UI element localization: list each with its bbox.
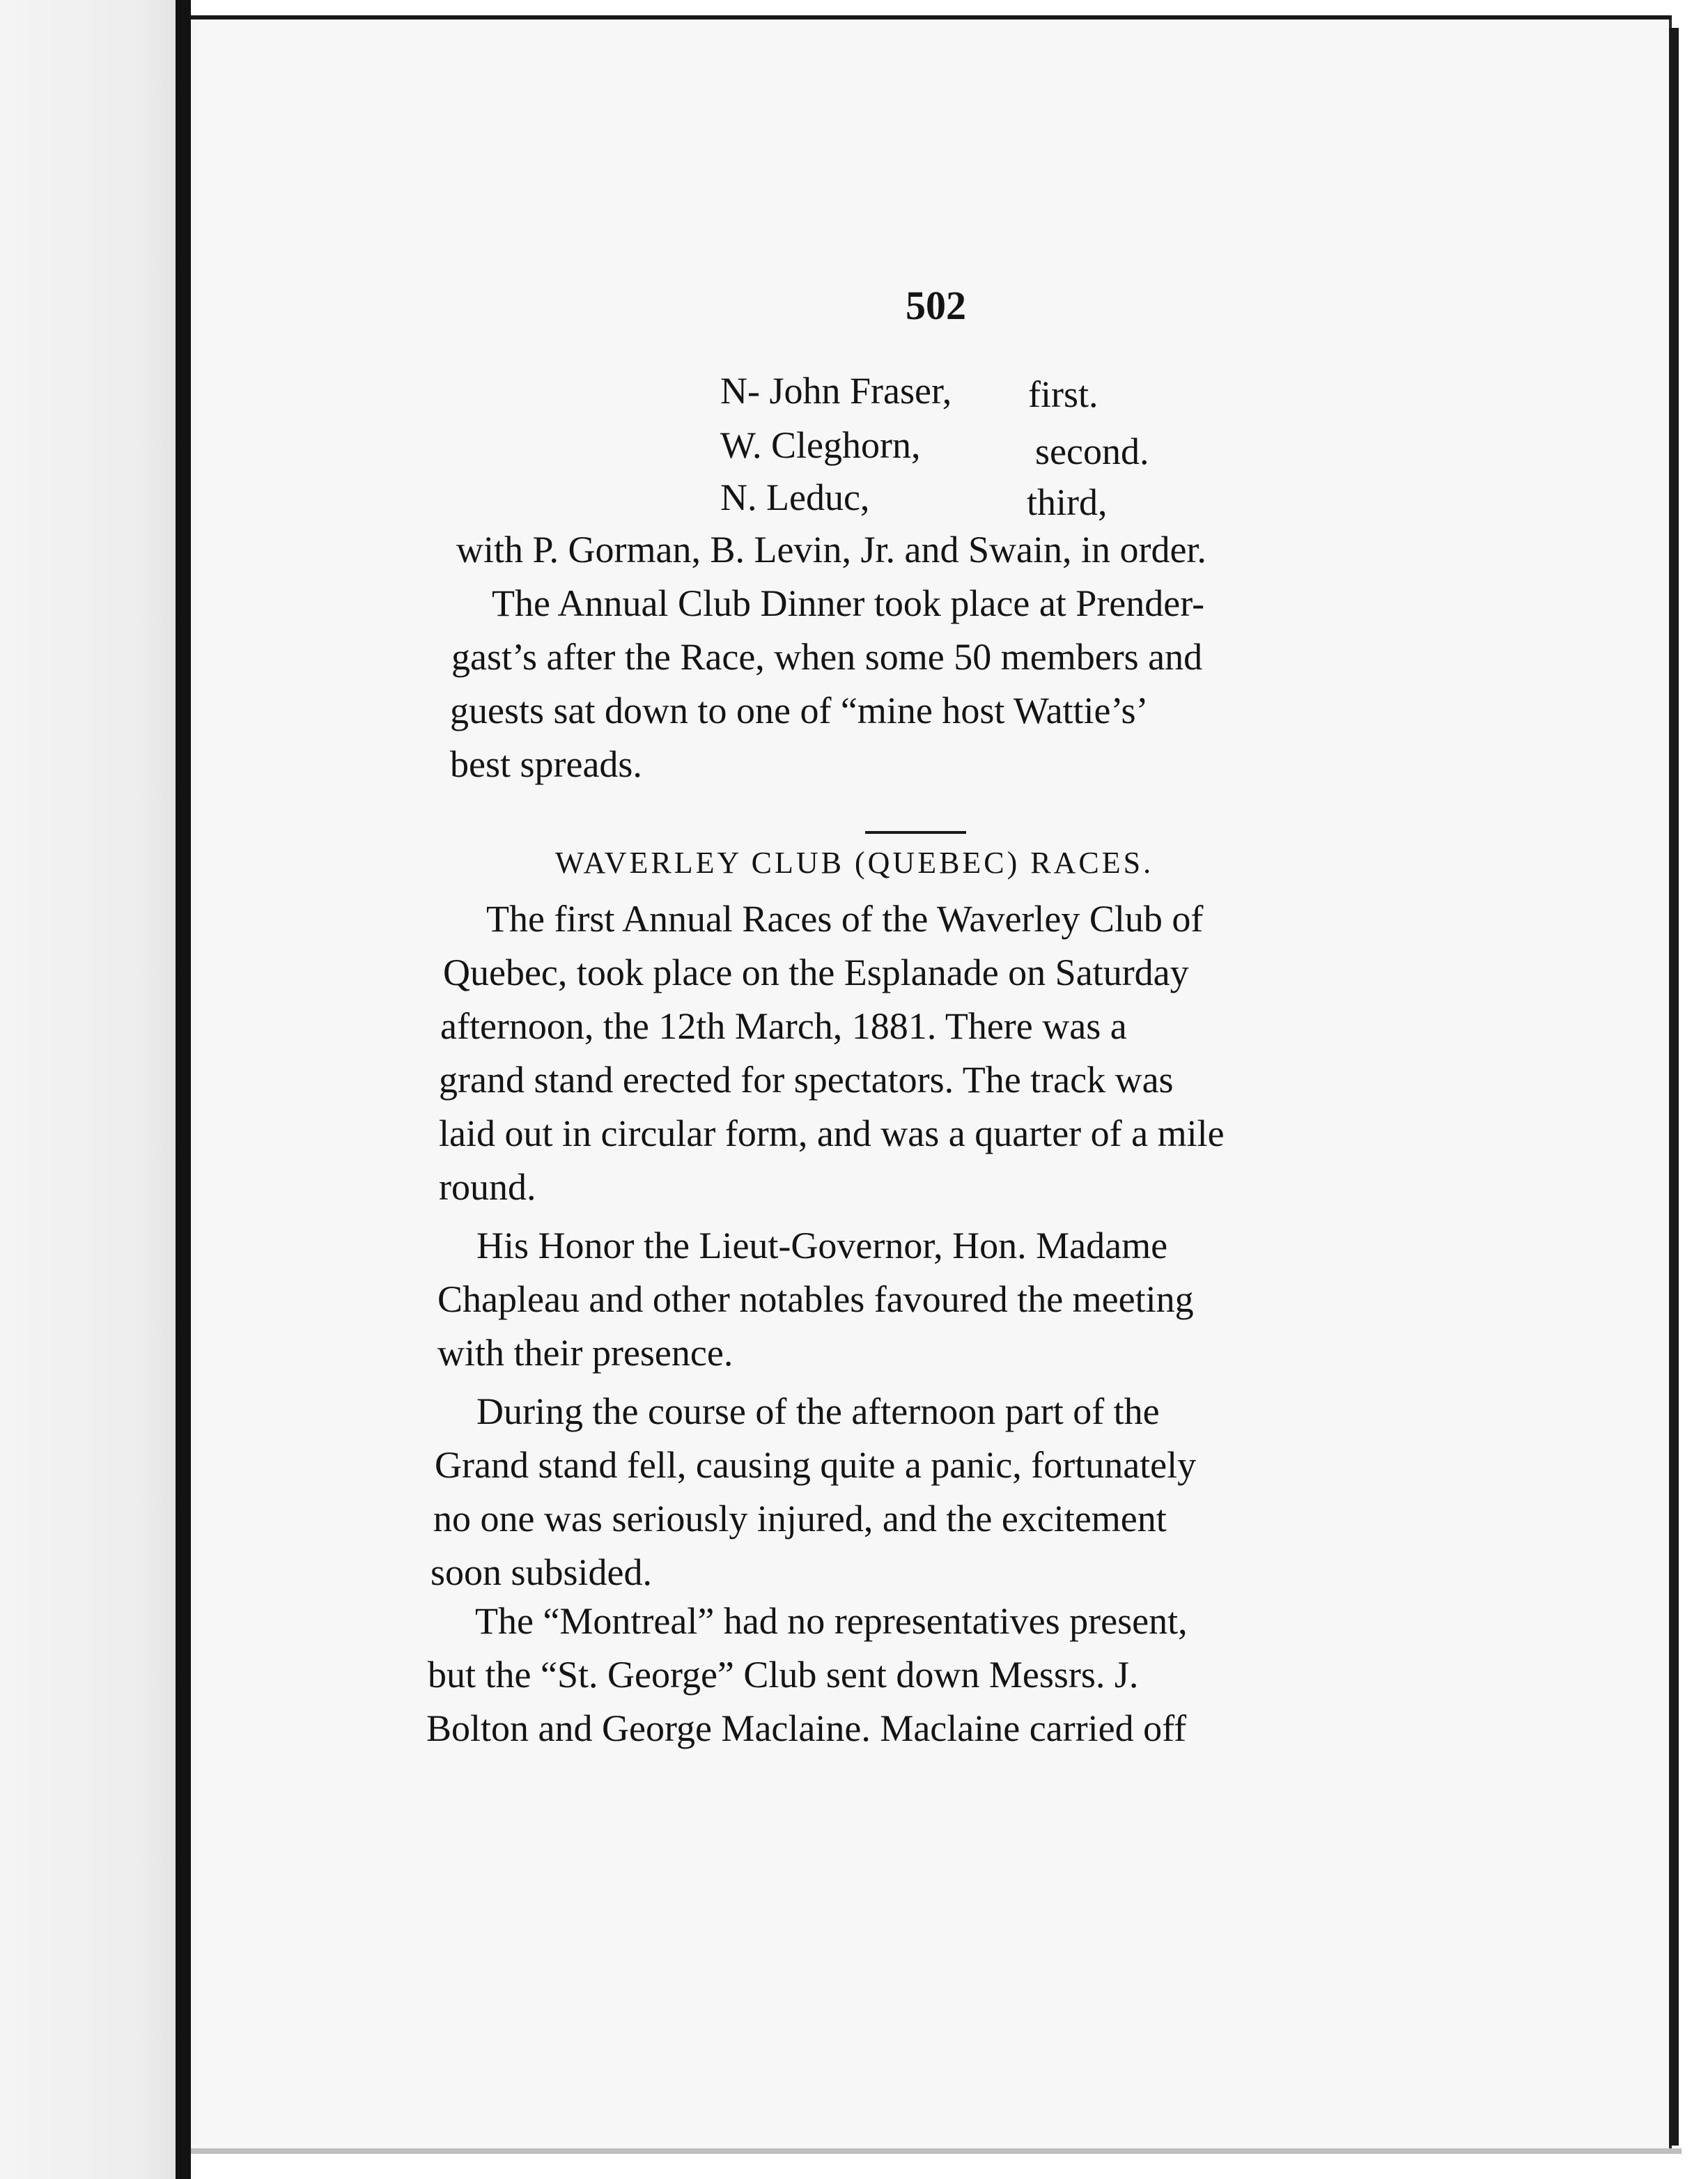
- text-line: with P. Gorman, B. Levin, Jr. and Swain, in order.: [456, 529, 1206, 571]
- text-line: The first Annual Races of the Waverley Club of: [486, 898, 1204, 940]
- text-line: During the course of the afternoon part of the: [476, 1390, 1160, 1432]
- text-line: soon subsided.: [430, 1551, 653, 1593]
- result-place-first: first.: [1028, 373, 1098, 415]
- text-line: His Honor the Lieut-Governor, Hon. Madame: [476, 1225, 1168, 1266]
- page-bottom-shadow: [191, 2148, 1682, 2154]
- result-name-first: N- John Fraser,: [720, 370, 952, 412]
- text-line: Chapleau and other notables favoured the meeting: [437, 1278, 1194, 1320]
- book-binding-edge: [176, 0, 191, 2179]
- text-line: gast’s after the Race, when some 50 members and: [451, 636, 1203, 678]
- text-line: laid out in circular form, and was a quarter of a mile: [439, 1112, 1225, 1154]
- text-line: The “Montreal” had no representatives present,: [475, 1600, 1188, 1642]
- page-right-edge: [1669, 28, 1679, 2146]
- section-divider: [865, 831, 966, 834]
- page-number: 502: [906, 283, 966, 328]
- text-line: guests sat down to one of “mine host Wattie’s’: [450, 690, 1149, 731]
- text-line: afternoon, the 12th March, 1881. There was a: [440, 1005, 1127, 1047]
- adjacent-page-margin: [0, 0, 176, 2179]
- result-name-third: N. Leduc,: [720, 476, 870, 518]
- text-line: Bolton and George Maclaine. Maclaine carried off: [426, 1707, 1187, 1749]
- text-line: no one was seriously injured, and the excitement: [433, 1498, 1167, 1540]
- text-line: round.: [439, 1166, 536, 1208]
- text-line: with their presence.: [437, 1332, 733, 1374]
- section-heading: WAVERLEY CLUB (QUEBEC) RACES.: [555, 846, 1154, 880]
- text-line: The Annual Club Dinner took place at Prender-: [492, 582, 1205, 624]
- text-line: grand stand erected for spectators. The track was: [439, 1059, 1174, 1101]
- result-place-third: third,: [1027, 481, 1108, 523]
- result-name-second: W. Cleghorn,: [720, 424, 921, 466]
- text-line: Quebec, took place on the Esplanade on Saturday: [443, 952, 1189, 993]
- text-line: best spreads.: [450, 743, 642, 785]
- text-line: but the “St. George” Club sent down Messrs. J.: [428, 1654, 1139, 1696]
- text-line: Grand stand fell, causing quite a panic, fortunately: [435, 1444, 1197, 1486]
- result-place-second: second.: [1035, 431, 1149, 472]
